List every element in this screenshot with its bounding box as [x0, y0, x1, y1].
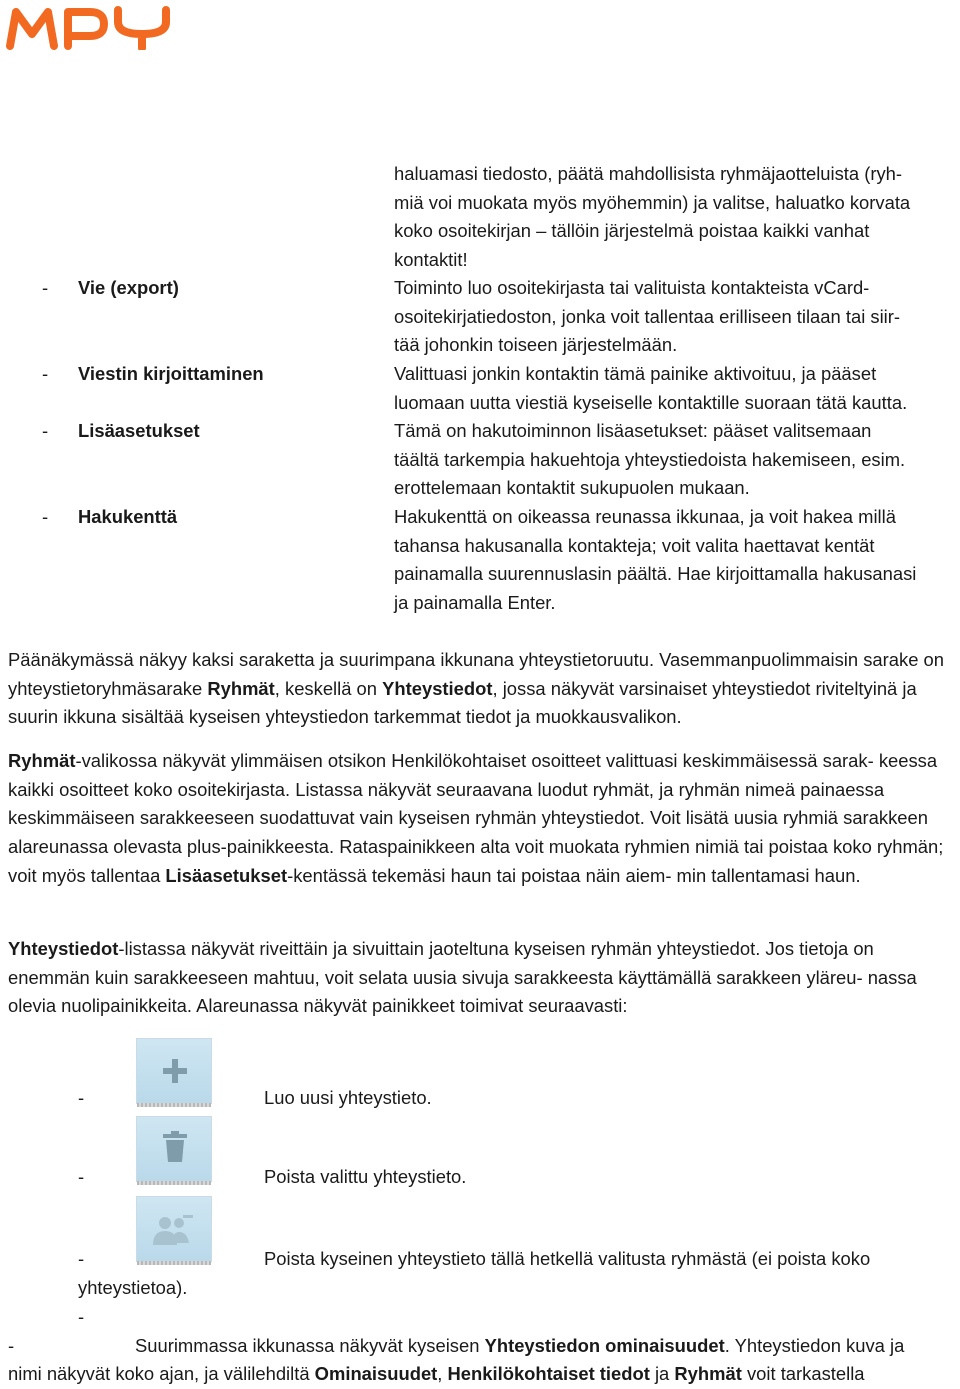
- list-dash: -: [8, 1335, 15, 1356]
- list-dash: -: [78, 1306, 85, 1327]
- definition-line: ja painamalla Enter.: [394, 592, 556, 614]
- button-description: Poista valittu yhteystieto.: [264, 1166, 467, 1187]
- definition-line: luomaan uutta viestiä kyseiselle kontaktille suoraan tätä kautta.: [394, 391, 908, 413]
- text: -valikossa näkyvät ylimmäisen otsikon Henkilökohtaiset osoitteet valittuasi keskimmäisessä sarak- keessa kaikki osoitteet koko osoitekirjasta. Listassa näkyvät seuraavana luodut ryhmät, ja ryhmän nimeä painaessa keskimmäiseen sarakkeeseen suodattuvat vain kyseisen ryhmän yhteystiedot. Voit lisätä uusia ryhmiä sarakkeen alareunassa olevasta plus-painikkeesta. Rataspainikkeen alta voit muokata ryhmien nimiä tai poistaa koko ryhmän; voit myös tallentaa: [8, 750, 944, 886]
- bold-text: Ominaisuudet: [314, 1363, 438, 1384]
- text: Päänäkymässä näkyy kaksi saraketta ja suurimpana ikkunana yhteystietoruutu. Vasemmanpuolimmaisin sarake on yhteystietoryhmäsarake: [8, 649, 945, 699]
- definition-term: Lisäasetukset: [78, 420, 200, 441]
- delete-contact-button[interactable]: [136, 1116, 212, 1182]
- definition-line: Valittuasi jonkin kontaktin tämä painike aktivoituu, ja pääset: [394, 363, 877, 384]
- bold-text: Ryhmät: [207, 677, 275, 699]
- bold-text: Lisäasetukset: [165, 864, 288, 886]
- list-dash: -: [78, 1166, 85, 1187]
- text: . Yhteystiedon kuva ja: [724, 1335, 905, 1356]
- mpy-logo: [4, 4, 174, 50]
- intro-line: kontaktit!: [394, 249, 468, 271]
- intro-line: koko osoitekirjan – tällöin järjestelmä poistaa kaikki vanhat: [394, 220, 870, 242]
- bold-text: Yhteystiedot: [382, 677, 493, 699]
- bold-text: Ryhmät: [8, 750, 76, 771]
- list-dash: -: [42, 363, 49, 384]
- button-description: Poista kyseinen yhteystieto tällä hetkellä valitusta ryhmästä (ei poista koko: [264, 1248, 871, 1269]
- definition-line: Hakukenttä on oikeassa reunassa ikkunaa, ja voit hakea millä: [394, 506, 896, 527]
- intro-line: haluamasi tiedosto, päätä mahdollisista ryhmäjaotteluista (ryh-: [394, 163, 903, 184]
- text: Suurimmassa ikkunassa näkyvät kyseisen: [135, 1335, 485, 1356]
- text: ,: [437, 1363, 448, 1384]
- definition-line: tahansa hakusanalla kontakteja; voit valita haettavat kentät: [394, 534, 875, 556]
- definition-line: tää johonkin toiseen järjestelmään.: [394, 334, 678, 356]
- text: ja: [649, 1363, 675, 1384]
- last-item-line-2: [8, 1360, 865, 1389]
- bold-text: Ryhmät: [674, 1363, 742, 1384]
- definition-line: painamalla suurennuslasin päältä. Hae kirjoittamalla hakusanasi: [394, 563, 917, 585]
- add-contact-button[interactable]: [136, 1038, 212, 1104]
- definition-term: Hakukenttä: [78, 506, 178, 527]
- text: voit tarkastella: [741, 1363, 865, 1384]
- list-dash: -: [42, 277, 49, 298]
- bold-text: Henkilökohtaiset tiedot: [447, 1363, 650, 1384]
- intro-line: miä voi muokata myös myöhemmin) ja valitse, haluatko korvata: [394, 191, 911, 213]
- text: nimi näkyvät koko ajan, ja välilehdiltä: [8, 1363, 315, 1384]
- list-dash: -: [78, 1087, 85, 1108]
- definition-term: Viestin kirjoittaminen: [78, 363, 264, 384]
- definition-line: Tämä on hakutoiminnon lisäasetukset: pääset valitsemaan: [394, 420, 872, 441]
- list-dash: -: [42, 420, 49, 441]
- list-dash: -: [42, 506, 49, 527]
- definition-line: erottelemaan kontaktit sukupuolen mukaan.: [394, 477, 750, 499]
- paragraph-main-view: [8, 646, 960, 732]
- paragraph-groups: [8, 747, 960, 891]
- definition-term: Vie (export): [78, 277, 179, 298]
- definition-line: osoitekirjatiedoston, jonka voit tallentaa erilliseen tilaan tai siir-: [394, 305, 901, 327]
- definition-line: Toiminto luo osoitekirjasta tai valituista kontakteista vCard-: [394, 277, 870, 298]
- bold-text: Yhteystiedon ominaisuudet: [484, 1335, 725, 1356]
- text: , jossa näkyvät varsinaiset yhteystiedot riviteltyinä ja suurin ikkuna sisältää kyseisen yhteystiedon tarkemmat tiedot ja muokkausvalikon.: [8, 677, 917, 728]
- paragraph-contacts: [8, 935, 960, 1021]
- button-description-continued: yhteystietoa).: [78, 1277, 188, 1298]
- text: -kentässä tekemäsi haun tai poistaa näin aiem- min tallentamasi haun.: [287, 864, 861, 886]
- last-item-line-1: [135, 1332, 904, 1361]
- text: , keskellä on: [274, 677, 383, 699]
- remove-from-group-icon: [151, 1213, 195, 1247]
- remove-from-group-button[interactable]: [136, 1196, 212, 1262]
- trash-icon: [161, 1131, 189, 1163]
- button-description: Luo uusi yhteystieto.: [264, 1087, 432, 1108]
- definition-line: täältä tarkempia hakuehtoja yhteystiedoista hakemiseen, esim.: [394, 448, 906, 470]
- plus-icon: [161, 1057, 189, 1085]
- text: -listassa näkyvät riveittäin ja sivuittain jaoteltuna kyseisen ryhmän yhteystiedot. Jos tietoja on enemmän kuin sarakkeeseen mahtuu, voit selata uusia sivuja sarakkeesta käyttämällä sarakkeen yläreu- nassa olevia nuolipainikkeita. Alareunassa näkyvät painikkeet toimivat seuraavasti:: [8, 938, 917, 1017]
- bold-text: Yhteystiedot: [8, 938, 119, 959]
- list-dash: -: [78, 1248, 85, 1269]
